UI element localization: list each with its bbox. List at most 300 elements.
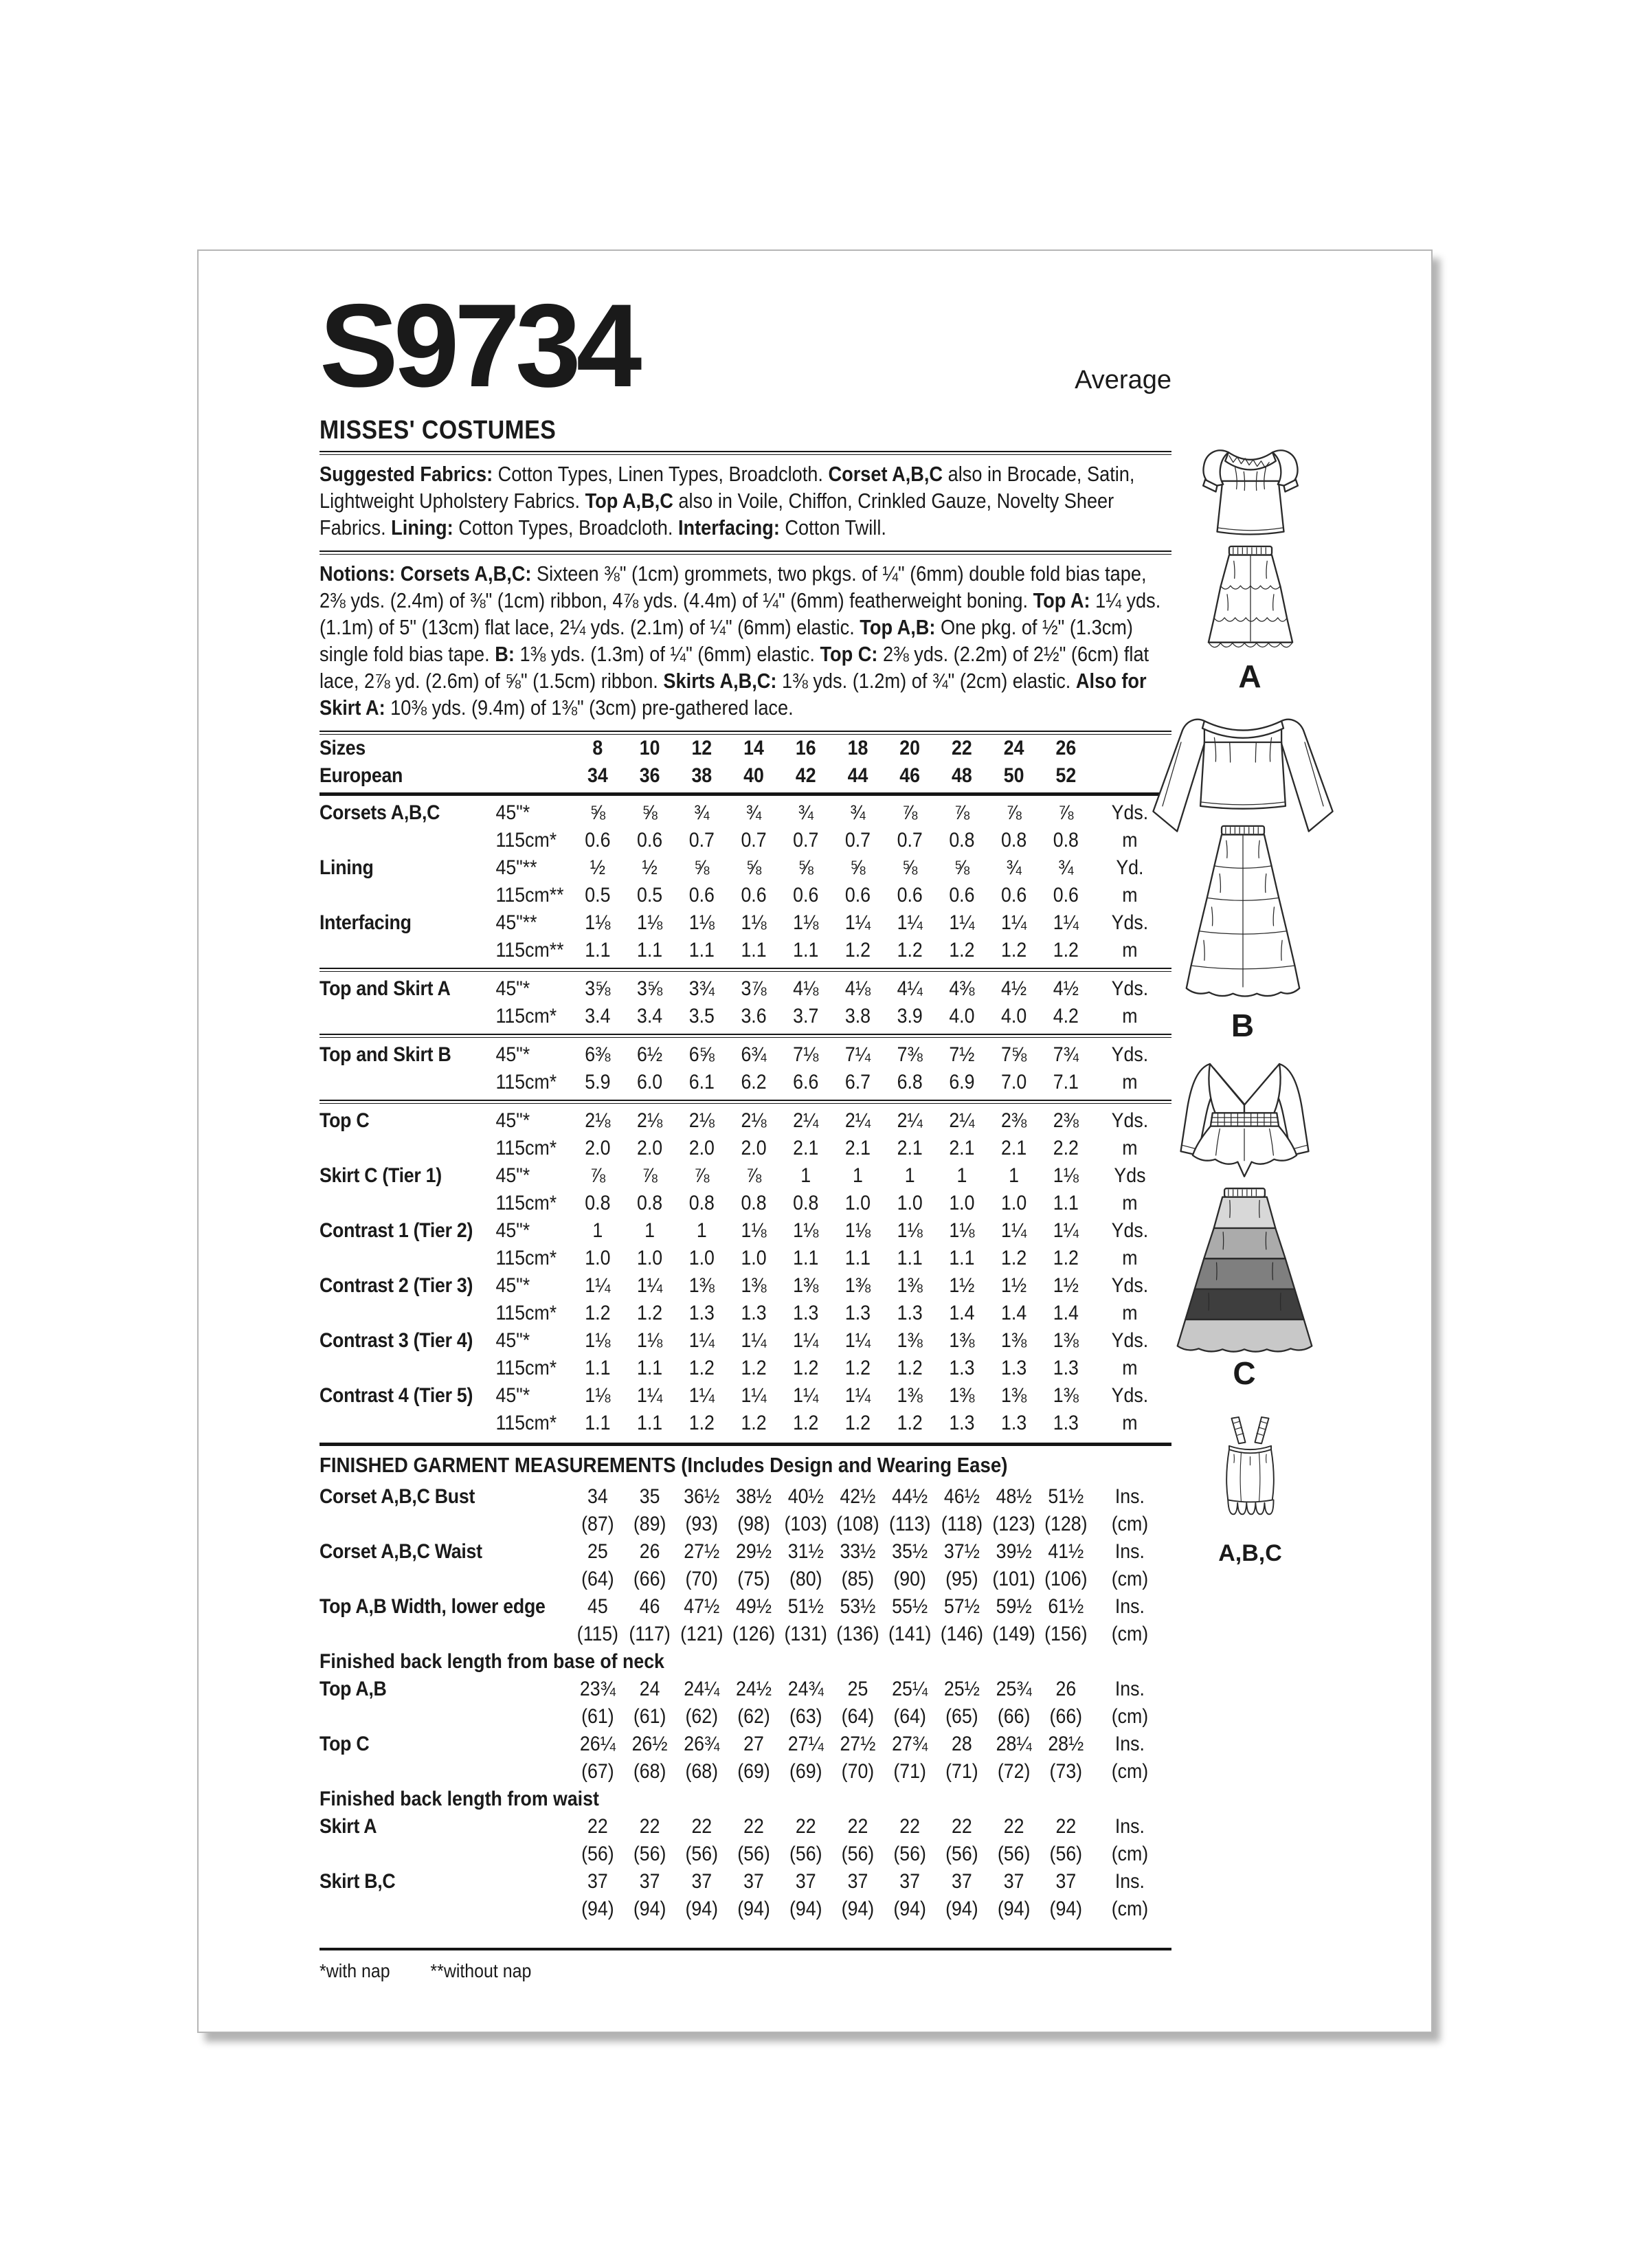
value-cell: 1.0 <box>688 1246 715 1269</box>
value-cell: ⅞ <box>1006 801 1022 824</box>
unit-cell: (cm) <box>1111 1512 1149 1535</box>
value-cell: 37 <box>899 1869 921 1893</box>
fabric-width: 115cm* <box>495 1136 557 1159</box>
value-cell: ⅝ <box>798 856 814 879</box>
value-cell: 25¼ <box>892 1677 928 1700</box>
value-cell: 26½ <box>631 1732 668 1755</box>
value-cell: (61) <box>581 1704 614 1728</box>
fabric-width: 115cm* <box>495 1411 557 1434</box>
yardage-row <box>319 975 1171 1003</box>
value-cell: 4⅛ <box>844 977 871 1000</box>
unit-cell: (cm) <box>1111 1842 1149 1865</box>
value-cell: 1¼ <box>688 1383 715 1407</box>
value-cell: 1⅛ <box>844 1219 871 1242</box>
value-cell: ⅞ <box>1058 801 1074 824</box>
value-cell: 49½ <box>736 1594 772 1618</box>
value-cell: 1¼ <box>844 911 871 934</box>
value-cell: (56) <box>893 1842 926 1865</box>
value-cell: 4⅛ <box>793 977 819 1000</box>
value-cell: 1.1 <box>585 938 611 961</box>
value-cell: 2¼ <box>793 1109 819 1132</box>
value-cell: 1¼ <box>585 1274 611 1297</box>
value-cell: 1.2 <box>1001 1246 1027 1269</box>
value-cell: 3.5 <box>688 1004 715 1027</box>
value-cell: 1⅜ <box>741 1274 767 1297</box>
value-cell: 3⅝ <box>637 977 663 1000</box>
value-cell: 0.7 <box>688 828 715 852</box>
value-cell: 1.2 <box>897 1411 923 1434</box>
difficulty-rating: Average <box>1075 366 1171 394</box>
value-cell: 29½ <box>736 1539 772 1563</box>
unit-cell: (cm) <box>1111 1704 1149 1728</box>
footnote-without-nap: **without nap <box>430 1960 532 1981</box>
value-cell: (94) <box>789 1897 822 1920</box>
value-cell: (126) <box>732 1622 776 1645</box>
value-cell: 0.8 <box>1053 828 1079 852</box>
value-cell: (56) <box>789 1842 822 1865</box>
section-label: Finished back length from waist <box>319 1787 599 1810</box>
value-cell: 22 <box>899 1814 921 1838</box>
value-cell: 1⅛ <box>949 1219 975 1242</box>
divider <box>319 551 1171 555</box>
value-cell: 2.0 <box>688 1136 715 1159</box>
value-cell: (66) <box>633 1567 666 1590</box>
value-cell: 1¼ <box>637 1274 663 1297</box>
value-cell: 1⅜ <box>949 1328 975 1352</box>
suggested-fabrics-paragraph: Suggested Fabrics: Cotton Types, Linen Types, Broadcloth. Corset A,B,C also in Brocade, Satin, Lightweight Upholstery Fabrics. Top A,B,C also in Voile, Chiffon, Crinkled Gauze, Novelty Sheer Fabrics. Lining: Cotton Types, Broadcloth. Interfacing: Cotton Twill. <box>319 463 1135 540</box>
value-cell: 1.0 <box>741 1246 767 1269</box>
value-cell: 1¼ <box>1053 1219 1079 1242</box>
value-cell: 1.3 <box>1001 1356 1027 1379</box>
value-cell: (123) <box>992 1512 1035 1535</box>
value-cell: 1.3 <box>1053 1356 1079 1379</box>
view-c-figure <box>1150 1047 1339 1391</box>
value-cell: 46½ <box>943 1485 980 1508</box>
value-cell: 20 <box>899 737 921 759</box>
value-cell: 0.7 <box>844 828 871 852</box>
value-cell: (85) <box>841 1567 875 1590</box>
value-cell: 3.4 <box>637 1004 663 1027</box>
footnote-with-nap: *with nap <box>319 1960 390 1981</box>
row-label: Top and Skirt B <box>319 1043 451 1066</box>
yardage-row <box>319 1355 1171 1382</box>
value-cell: 1.0 <box>949 1191 975 1214</box>
value-cell: 22 <box>1003 1814 1024 1838</box>
value-cell: (56) <box>1049 1842 1083 1865</box>
value-cell: 22 <box>691 1814 713 1838</box>
value-cell: 2.0 <box>637 1136 663 1159</box>
value-cell: 0.6 <box>949 883 975 907</box>
value-cell: 1.4 <box>949 1301 975 1324</box>
value-cell: 18 <box>847 737 868 759</box>
value-cell: 1⅛ <box>741 911 767 934</box>
value-cell: 2.1 <box>949 1136 975 1159</box>
value-cell: ½ <box>642 856 658 879</box>
value-cell: 1 <box>800 1164 811 1187</box>
value-cell: 1¼ <box>897 911 923 934</box>
value-cell: 37½ <box>943 1539 980 1563</box>
value-cell: ⅞ <box>745 1164 762 1187</box>
value-cell: 1.3 <box>897 1301 923 1324</box>
value-cell: 0.6 <box>844 883 871 907</box>
row-label: Contrast 3 (Tier 4) <box>319 1328 473 1352</box>
value-cell: (66) <box>1049 1704 1083 1728</box>
value-cell: 3.8 <box>844 1004 871 1027</box>
value-cell: 5.9 <box>585 1070 611 1093</box>
row-label <box>319 1895 572 1923</box>
value-cell: 1½ <box>1001 1274 1027 1297</box>
value-cell: (68) <box>685 1759 719 1783</box>
value-cell: (63) <box>789 1704 822 1728</box>
value-cell: 3⅝ <box>585 977 611 1000</box>
view-a-illustration <box>1185 434 1316 658</box>
value-cell: 7.0 <box>1001 1070 1027 1093</box>
value-cell: 0.8 <box>637 1191 663 1214</box>
value-cell: ¾ <box>745 801 762 824</box>
view-c-label: C <box>1233 1355 1257 1391</box>
footnote <box>319 1960 1171 1982</box>
skirt-tier-1 <box>1214 1197 1276 1228</box>
value-cell: 6.1 <box>688 1070 715 1093</box>
value-cell: 1⅜ <box>897 1383 923 1407</box>
value-cell: 42 <box>795 764 816 787</box>
value-cell: 41½ <box>1048 1539 1084 1563</box>
yardage-row <box>319 854 1171 882</box>
value-cell: 1⅛ <box>793 911 819 934</box>
unit-cell: Ins. <box>1114 1485 1145 1508</box>
row-label <box>319 1621 572 1648</box>
value-cell: 1.2 <box>741 1356 767 1379</box>
skirt-tier-4 <box>1185 1289 1303 1320</box>
row-label <box>319 1135 496 1162</box>
value-cell: ⅞ <box>694 1164 710 1187</box>
fabric-width: 45"* <box>495 1274 530 1297</box>
row-label: Top A,B Width, lower edge <box>319 1594 546 1618</box>
value-cell: 1¼ <box>688 1328 715 1352</box>
unit-cell: m <box>1122 883 1138 907</box>
measurement-row <box>319 1566 1171 1593</box>
value-cell: 22 <box>795 1814 816 1838</box>
view-b-illustration <box>1136 701 1349 1007</box>
yardage-row <box>319 799 1171 827</box>
unit-cell: Yds. <box>1111 801 1149 824</box>
value-cell: 2.1 <box>1001 1136 1027 1159</box>
yardage-row <box>319 1107 1171 1135</box>
value-cell: 0.7 <box>741 828 767 852</box>
value-cell: 7½ <box>949 1043 975 1066</box>
value-cell: (56) <box>581 1842 614 1865</box>
fabric-width: 45"* <box>495 801 530 824</box>
unit-cell: (cm) <box>1111 1759 1149 1783</box>
value-cell: 47½ <box>684 1594 720 1618</box>
value-cell: 2¼ <box>897 1109 923 1132</box>
value-cell: 46 <box>639 1594 660 1618</box>
value-cell: 1.2 <box>1001 938 1027 961</box>
unit-cell: Yds. <box>1111 911 1149 934</box>
value-cell: 0.7 <box>793 828 819 852</box>
skirt-tier-5 <box>1178 1320 1312 1352</box>
value-cell: (69) <box>737 1759 770 1783</box>
value-cell: 1.4 <box>1053 1301 1079 1324</box>
fabric-width: 45"* <box>495 1219 530 1242</box>
value-cell: 1⅜ <box>1053 1383 1079 1407</box>
fabric-width: 45"* <box>495 1109 530 1132</box>
value-cell: 1.1 <box>897 1246 923 1269</box>
row-label: Top C <box>319 1109 370 1132</box>
value-cell: 6.6 <box>793 1070 819 1093</box>
divider <box>319 792 1171 796</box>
row-label: Corset A,B,C Waist <box>319 1539 482 1563</box>
value-cell: 1.1 <box>844 1246 871 1269</box>
unit-cell: Yds <box>1114 1164 1146 1187</box>
value-cell: 14 <box>743 737 764 759</box>
view-a-figure <box>1183 434 1317 694</box>
value-cell: 22 <box>587 1814 608 1838</box>
value-cell: (94) <box>685 1897 719 1920</box>
value-cell: 7¾ <box>1053 1043 1079 1066</box>
value-cell: (128) <box>1044 1512 1088 1535</box>
value-cell: 1.3 <box>1001 1411 1027 1434</box>
value-cell: 1⅜ <box>949 1383 975 1407</box>
row-label: Corsets A,B,C <box>319 801 440 824</box>
value-cell: 37 <box>1003 1869 1024 1893</box>
yardage-row <box>319 1190 1171 1217</box>
row-label <box>319 827 496 854</box>
value-cell: 1.0 <box>897 1191 923 1214</box>
measurement-row <box>319 1676 1171 1703</box>
value-cell: (101) <box>992 1567 1035 1590</box>
value-cell: 6.9 <box>949 1070 975 1093</box>
fabric-width: 115cm* <box>495 1191 557 1214</box>
row-label: Top and Skirt A <box>319 977 451 1000</box>
value-cell: 37 <box>691 1869 713 1893</box>
value-cell: 1.1 <box>637 938 663 961</box>
value-cell: 0.8 <box>1001 828 1027 852</box>
value-cell: (90) <box>893 1567 926 1590</box>
value-cell: 1.2 <box>897 938 923 961</box>
value-cell: 4¼ <box>897 977 923 1000</box>
value-cell: 1⅛ <box>637 911 663 934</box>
value-cell: 27 <box>743 1732 764 1755</box>
row-label <box>319 1300 496 1327</box>
value-cell: 31½ <box>787 1539 824 1563</box>
row-label: Top C <box>319 1732 370 1755</box>
value-cell: (94) <box>737 1897 770 1920</box>
value-cell: (136) <box>836 1622 879 1645</box>
value-cell: 22 <box>639 1814 660 1838</box>
value-cell: 3.6 <box>741 1004 767 1027</box>
value-cell: (156) <box>1044 1622 1088 1645</box>
value-cell: 1¼ <box>793 1328 819 1352</box>
value-cell: (62) <box>737 1704 770 1728</box>
value-cell: (98) <box>737 1512 770 1535</box>
corset-label: A,B,C <box>1218 1540 1282 1566</box>
value-cell: 33½ <box>840 1539 876 1563</box>
fabric-width: 115cm* <box>495 1004 557 1027</box>
value-cell: 37 <box>743 1869 764 1893</box>
yardage-row <box>319 1069 1171 1096</box>
value-cell: 22 <box>952 1814 972 1838</box>
fabric-width: 45"** <box>495 856 537 879</box>
value-cell: 25¾ <box>996 1677 1032 1700</box>
value-cell: 0.8 <box>585 1191 611 1214</box>
value-cell: (61) <box>633 1704 666 1728</box>
value-cell: ⅝ <box>590 801 606 824</box>
value-cell: 1⅛ <box>688 911 715 934</box>
value-cell: 22 <box>847 1814 868 1838</box>
value-cell: 38 <box>691 764 713 787</box>
row-label <box>319 1566 572 1593</box>
value-cell: 1.1 <box>637 1356 663 1379</box>
value-cell: ⅞ <box>642 1164 658 1187</box>
value-cell: 1.3 <box>949 1411 975 1434</box>
row-label: Sizes <box>319 737 366 759</box>
value-cell: (56) <box>841 1842 875 1865</box>
value-cell: ⅝ <box>745 856 762 879</box>
value-cell: 1⅜ <box>793 1274 819 1297</box>
row-label: Contrast 4 (Tier 5) <box>319 1383 473 1407</box>
value-cell: 38½ <box>736 1485 772 1508</box>
value-cell: 25½ <box>943 1677 980 1700</box>
value-cell: 2⅛ <box>688 1109 715 1132</box>
value-cell: 1.0 <box>1001 1191 1027 1214</box>
pattern-number: S9734 <box>319 279 638 412</box>
value-cell: 26 <box>639 1539 660 1563</box>
value-cell: 28½ <box>1048 1732 1084 1755</box>
value-cell: 1⅛ <box>585 1328 611 1352</box>
measurement-row <box>319 1895 1171 1923</box>
value-cell: 2⅛ <box>637 1109 663 1132</box>
yardage-table <box>319 799 1171 1437</box>
value-cell: 3.9 <box>897 1004 923 1027</box>
value-cell: 26 <box>1055 737 1077 759</box>
value-cell: 1.2 <box>844 1356 871 1379</box>
value-cell: 1.2 <box>688 1411 715 1434</box>
divider <box>319 1948 1171 1951</box>
value-cell: 1⅜ <box>1001 1328 1027 1352</box>
value-cell: 53½ <box>840 1594 876 1618</box>
value-cell: 22 <box>743 1814 764 1838</box>
value-cell: ⅝ <box>954 856 970 879</box>
skirt-tier-2 <box>1204 1228 1286 1258</box>
value-cell: 1.2 <box>585 1301 611 1324</box>
value-cell: 1.2 <box>897 1356 923 1379</box>
value-cell: 1.1 <box>637 1411 663 1434</box>
value-cell: 1¼ <box>949 911 975 934</box>
unit-cell: Yd. <box>1116 856 1144 879</box>
unit-cell: m <box>1122 1411 1138 1434</box>
fabric-width: 115cm** <box>495 883 564 907</box>
value-cell: 1.1 <box>949 1246 975 1269</box>
value-cell: 40½ <box>787 1485 824 1508</box>
value-cell: 1.3 <box>949 1356 975 1379</box>
row-label: Top A,B <box>319 1677 387 1700</box>
value-cell: (94) <box>997 1897 1031 1920</box>
value-cell: (72) <box>997 1759 1031 1783</box>
value-cell: (64) <box>841 1704 875 1728</box>
sizes-row <box>319 735 1171 762</box>
row-label: Lining <box>319 856 374 879</box>
value-cell: 4½ <box>1053 977 1079 1000</box>
value-cell: 0.8 <box>688 1191 715 1214</box>
value-cell: 1.1 <box>688 938 715 961</box>
value-cell: 1.3 <box>688 1301 715 1324</box>
value-cell: ⅝ <box>694 856 710 879</box>
value-cell: 16 <box>795 737 816 759</box>
skirt-tier-3 <box>1195 1258 1294 1289</box>
value-cell: 6¾ <box>741 1043 767 1066</box>
value-cell: 6⅝ <box>688 1043 715 1066</box>
corset-illustration <box>1205 1412 1295 1539</box>
divider <box>319 1443 1171 1446</box>
row-label <box>319 1190 496 1217</box>
view-c-illustration <box>1154 1047 1336 1355</box>
value-cell: 35 <box>639 1485 660 1508</box>
value-cell: (115) <box>576 1622 619 1645</box>
unit-cell: Yds. <box>1111 1109 1149 1132</box>
unit-cell: (cm) <box>1111 1622 1149 1645</box>
value-cell: 0.5 <box>585 883 611 907</box>
measurement-row <box>319 1813 1171 1841</box>
value-cell: 23¾ <box>579 1677 616 1700</box>
value-cell: 1.2 <box>793 1356 819 1379</box>
value-cell: 34 <box>587 1485 608 1508</box>
value-cell: ⅝ <box>902 856 918 879</box>
value-cell: 1.3 <box>793 1301 819 1324</box>
value-cell: 1¼ <box>793 1383 819 1407</box>
value-cell: 2.1 <box>897 1136 923 1159</box>
value-cell: (71) <box>945 1759 978 1783</box>
value-cell: 0.7 <box>897 828 923 852</box>
unit-cell: m <box>1122 1246 1138 1269</box>
row-label <box>319 1841 572 1868</box>
value-cell: 39½ <box>996 1539 1032 1563</box>
row-label: Contrast 2 (Tier 3) <box>319 1274 473 1297</box>
value-cell: 1¼ <box>741 1383 767 1407</box>
value-cell: 1.1 <box>1053 1191 1079 1214</box>
value-cell: (146) <box>940 1622 984 1645</box>
value-cell: 1.0 <box>585 1246 611 1269</box>
table-separator <box>319 968 1171 972</box>
unit-cell: m <box>1122 1004 1138 1027</box>
value-cell: ¾ <box>798 801 814 824</box>
value-cell: 4½ <box>1001 977 1027 1000</box>
value-cell: (87) <box>581 1512 614 1535</box>
value-cell: 2⅛ <box>585 1109 611 1132</box>
yardage-table-header <box>319 735 1171 790</box>
unit-cell: m <box>1122 1301 1138 1324</box>
value-cell: 1.2 <box>637 1301 663 1324</box>
value-cell: (93) <box>685 1512 719 1535</box>
value-cell: (95) <box>945 1567 978 1590</box>
value-cell: 2.1 <box>793 1136 819 1159</box>
value-cell: 1.1 <box>793 1246 819 1269</box>
value-cell: (103) <box>784 1512 827 1535</box>
row-label: Interfacing <box>319 911 412 934</box>
row-label <box>319 1003 496 1030</box>
value-cell: 24 <box>1003 737 1024 759</box>
finished-measurements-heading: FINISHED GARMENT MEASUREMENTS (Includes Design and Wearing Ease) <box>319 1452 1008 1477</box>
value-cell: 27¼ <box>787 1732 824 1755</box>
measurement-row <box>319 1593 1171 1621</box>
table-separator <box>319 1100 1171 1104</box>
value-cell: 36½ <box>684 1485 720 1508</box>
value-cell: ½ <box>590 856 606 879</box>
value-cell: (89) <box>633 1512 666 1535</box>
value-cell: 28¼ <box>996 1732 1032 1755</box>
unit-cell: Yds. <box>1111 1043 1149 1066</box>
value-cell: (106) <box>1044 1567 1088 1590</box>
